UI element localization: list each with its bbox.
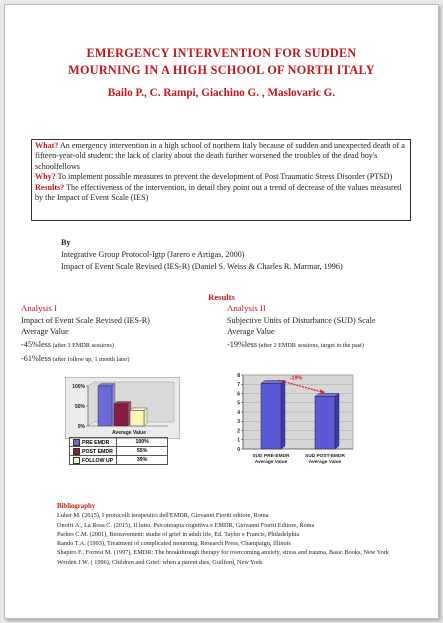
what-text: An emergency intervention in a high school of northern Italy because of sudden and unexpected death of a fifteen-year-old student; the lack of clarity about the death further worsened the troubles of the dead boy's schoolfellows bbox=[35, 141, 405, 171]
result-3-value: -19%less bbox=[227, 339, 258, 349]
y-tick-label: 6 bbox=[237, 391, 240, 398]
y-tick-label: 0% bbox=[77, 424, 85, 430]
what-label: What? bbox=[35, 141, 59, 150]
legend-label-pre: PRE EMDR bbox=[82, 439, 110, 446]
y-tick-label: 50% bbox=[74, 404, 85, 410]
analysis-1-line-1: Impact of Event Scale Revised (IES-R) bbox=[21, 315, 150, 325]
bar-post-emdr bbox=[114, 404, 128, 426]
bar-side bbox=[335, 393, 339, 449]
title-line-2: MOURNING IN A HIGH SCHOOL OF NORTH ITALY bbox=[68, 63, 375, 77]
result-2-value: -61%less bbox=[21, 354, 52, 363]
legend-label-follow: FOLLOW UP bbox=[82, 457, 114, 464]
legend-row-pre bbox=[70, 438, 168, 447]
results-text: The effectiveness of the intervention, in detail they point out a trend of decrease of the values measured by the Impact of Event Scale (IES) bbox=[35, 182, 402, 203]
legend-value-pre: 100% bbox=[117, 438, 168, 447]
authors: Bailo P., C. Rampi, Giachino G. , Maslovaric G. bbox=[107, 87, 336, 99]
result-1-value: -45%less bbox=[21, 339, 52, 349]
bar-side bbox=[281, 380, 285, 449]
results-label: Results? bbox=[35, 182, 65, 192]
swatch-post bbox=[73, 448, 80, 455]
bibliography bbox=[57, 502, 417, 567]
sud-chart bbox=[229, 369, 359, 487]
bar-sud-post bbox=[315, 396, 335, 449]
analysis-1 bbox=[21, 303, 150, 366]
result-1-note: (after 3 EMDR sessions) bbox=[51, 341, 114, 349]
bib-item: Shapiro F., Forrest M. (1997), EMDR: The breakthrough therapy for overcoming anxiety, stress and trauma, Basic Books, New York bbox=[57, 549, 389, 557]
analysis-1-line-2: Average Value bbox=[21, 327, 69, 336]
analysis-1-result-2 bbox=[21, 353, 150, 366]
poster bbox=[4, 4, 439, 619]
legend-cell bbox=[70, 438, 117, 447]
analysis-2-line-2: Average Value bbox=[227, 327, 275, 336]
why-text: To implement possible measures to prevent the development of Post Traumatic Stress Disorder (PTSD) bbox=[55, 172, 393, 182]
analysis-2-heading: Analysis II bbox=[227, 303, 266, 313]
x-category-label: SUD PRE-EMDR bbox=[252, 454, 290, 459]
by-label: By bbox=[61, 238, 71, 247]
abstract-box bbox=[31, 139, 411, 221]
bar-sud-pre bbox=[261, 383, 281, 449]
legend-row-post bbox=[70, 447, 168, 456]
bar-pre-emdr bbox=[98, 386, 112, 426]
y-tick-label: 100% bbox=[72, 384, 85, 390]
swatch-follow bbox=[73, 457, 80, 464]
analysis-2 bbox=[227, 303, 375, 351]
y-tick-label: 5 bbox=[237, 400, 240, 407]
legend-cell bbox=[70, 447, 117, 456]
bib-item: Parkes C.M. (2001), Bereavement: studie of grief in adult life, Ed. Taylor e Francis, Philadelphia bbox=[57, 530, 300, 538]
bar-follow-up bbox=[130, 410, 144, 426]
why-label: Why? bbox=[35, 172, 56, 182]
bib-item: Onofri A., La Rosa C. (2015), Il lutto. Psicoterapia cognitiva e EMDR, Giovanni Fioriti Editore, Roma bbox=[57, 521, 315, 529]
analysis-1-heading: Analysis I bbox=[21, 303, 57, 313]
legend-cell bbox=[70, 456, 117, 465]
analysis-2-line-1: Subjective Units of Disturbance (SUD) Scale bbox=[227, 315, 376, 325]
swatch-pre bbox=[73, 439, 80, 446]
analysis-2-result-1 bbox=[227, 339, 375, 352]
methods-block bbox=[61, 237, 343, 273]
analysis-1-result-1 bbox=[21, 339, 150, 352]
bib-item: Worden J.W. ( 1996), Children and Grief: when a parent dies, Guilford, New York bbox=[57, 558, 263, 566]
y-tick-label: 1 bbox=[237, 437, 240, 444]
legend-row-follow bbox=[70, 456, 168, 465]
y-tick-label: 2 bbox=[237, 428, 240, 435]
trend-annotation: -19% bbox=[289, 375, 303, 382]
bib-item: Luber M. (2015), I protocolli terapeutici dell'EMDR, Giovanni Fioriti editore, Roma bbox=[57, 512, 269, 520]
bib-item: Rando T.A. (1993), Treatment of complicated mourning, Research Press, Champaign, Illinois bbox=[57, 540, 291, 548]
method-line-2: Impact of Event Scale Revised (IES-R) (Daniel S. Weiss & Charles R. Marmar, 1996) bbox=[61, 262, 343, 271]
x-category-label: SUD POST-EMDR bbox=[305, 454, 345, 459]
ies-chart-frame bbox=[65, 377, 180, 439]
ies-chart bbox=[66, 378, 179, 438]
method-line-1: Integrative Group Protocol-Igtp (Jarero e Artigas, 2000) bbox=[61, 250, 245, 259]
result-3-note: (after 2 EMDR sessions, target in the past) bbox=[257, 341, 364, 349]
legend-value-follow: 39% bbox=[117, 456, 168, 465]
y-tick-label: 4 bbox=[237, 409, 240, 416]
y-tick-label: 3 bbox=[237, 419, 240, 426]
bar-side bbox=[144, 408, 147, 426]
y-tick-label: 8 bbox=[237, 372, 240, 379]
legend-value-post: 55% bbox=[117, 447, 168, 456]
result-2-note: (after follow up, 1 month later) bbox=[51, 356, 130, 363]
legend-label-post: POST EMDR bbox=[82, 448, 113, 455]
results-heading: Results bbox=[208, 292, 235, 302]
x-category-label-line-2: Average Value bbox=[308, 460, 342, 465]
x-category-label-line-2: Average Value bbox=[254, 460, 288, 465]
title-line-1: EMERGENCY INTERVENTION FOR SUDDEN bbox=[86, 46, 357, 60]
y-tick-label: 0 bbox=[237, 446, 240, 453]
bibliography-heading: Bibliography bbox=[57, 503, 96, 510]
y-tick-label: 7 bbox=[237, 382, 240, 389]
x-category-label: Average Value bbox=[111, 430, 147, 436]
ies-legend-table bbox=[69, 437, 168, 465]
